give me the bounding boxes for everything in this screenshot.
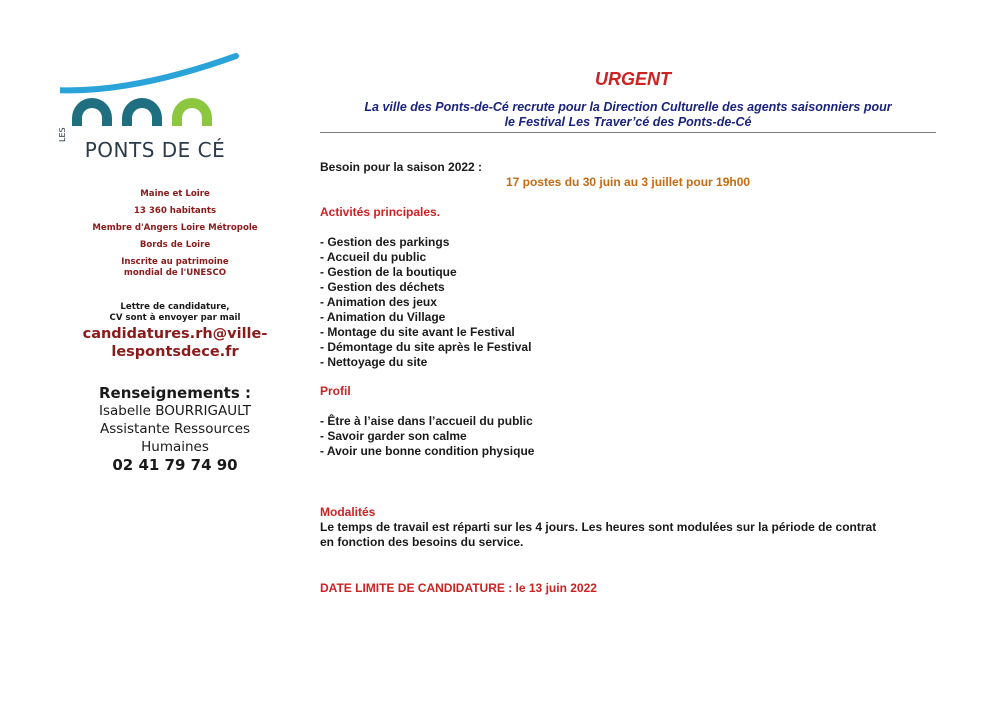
offer-subtitle: [320, 100, 936, 133]
unesco-line-2: mondial de l'UNESCO: [123, 268, 227, 278]
logo-prefix: LES: [58, 127, 67, 142]
terms-heading: Modalités: [320, 505, 376, 519]
season-label: Besoin pour la saison 2022 :: [320, 160, 483, 174]
terms-line-2: en fonction des besoins du service.: [320, 535, 524, 549]
job-offer: [320, 68, 936, 595]
commune-info: [60, 186, 290, 279]
list-item: - Animation du Village: [320, 310, 446, 324]
positions-text: 17 postes du 30 juin au 3 juillet pour 19h00: [506, 175, 751, 189]
season-section: [320, 160, 936, 190]
list-item: - Gestion des parkings: [320, 235, 450, 249]
list-item: - Être à l’aise dans l’accueil du public: [320, 414, 533, 428]
commune-river: Bords de Loire: [139, 240, 211, 250]
list-item: - Gestion des déchets: [320, 280, 445, 294]
commune-department: Maine et Loire: [140, 189, 210, 199]
list-item: - Gestion de la boutique: [320, 265, 457, 279]
email-address-line-2[interactable]: lespontsdece.fr: [111, 344, 239, 360]
list-item: - Démontage du site après le Festival: [320, 340, 532, 354]
list-item: - Montage du site avant le Festival: [320, 325, 515, 339]
urgent-title: URGENT: [595, 69, 671, 89]
list-item: - Animation des jeux: [320, 295, 437, 309]
contact-role-line-1: Assistante Ressources: [99, 421, 251, 437]
subtitle-line-1: La ville des Ponts-de-Cé recrute pour la Direction Culturelle des agents saisonniers pour: [364, 100, 892, 114]
unesco-line-1: Inscrite au patrimoine: [121, 257, 229, 267]
application-line-2: CV sont à envoyer par mail: [109, 313, 241, 323]
application-line-1: Lettre de candidature,: [120, 302, 230, 312]
subtitle-line-2: le Festival Les Traver’cé des Ponts-de-Cé: [504, 115, 752, 129]
profile-heading: Profil: [320, 384, 351, 398]
deadline: DATE LIMITE DE CANDIDATURE : le 13 juin 2022: [320, 581, 597, 595]
terms-section: [320, 505, 936, 550]
terms-line-1: Le temps de travail est réparti sur les 4 jours. Les heures sont modulées sur la période de contrat: [320, 520, 877, 534]
contact-role-line-2: Humaines: [141, 439, 209, 455]
contact-phone: 02 41 79 74 90: [112, 456, 238, 474]
activities-list: [320, 235, 936, 370]
list-item: - Accueil du public: [320, 250, 427, 264]
logo-wordmark: PONTS DE CÉ: [84, 138, 226, 162]
profile-section: [320, 384, 936, 459]
profile-list: [320, 414, 936, 459]
activities-heading: Activités principales.: [320, 205, 441, 219]
contact-name: Isabelle BOURRIGAULT: [98, 403, 252, 419]
commune-membership: Membre d'Angers Loire Métropole: [92, 223, 258, 233]
contact-heading: Renseignements :: [98, 384, 252, 402]
activities-section: [320, 205, 936, 370]
list-item: - Avoir une bonne condition physique: [320, 444, 535, 458]
commune-population: 13 360 habitants: [133, 206, 217, 216]
application-info: [60, 302, 290, 361]
email-address-line-1[interactable]: candidatures.rh@ville-: [82, 326, 268, 342]
list-item: - Savoir garder son calme: [320, 429, 467, 443]
contact-info: [60, 384, 290, 474]
list-item: - Nettoyage du site: [320, 355, 428, 369]
